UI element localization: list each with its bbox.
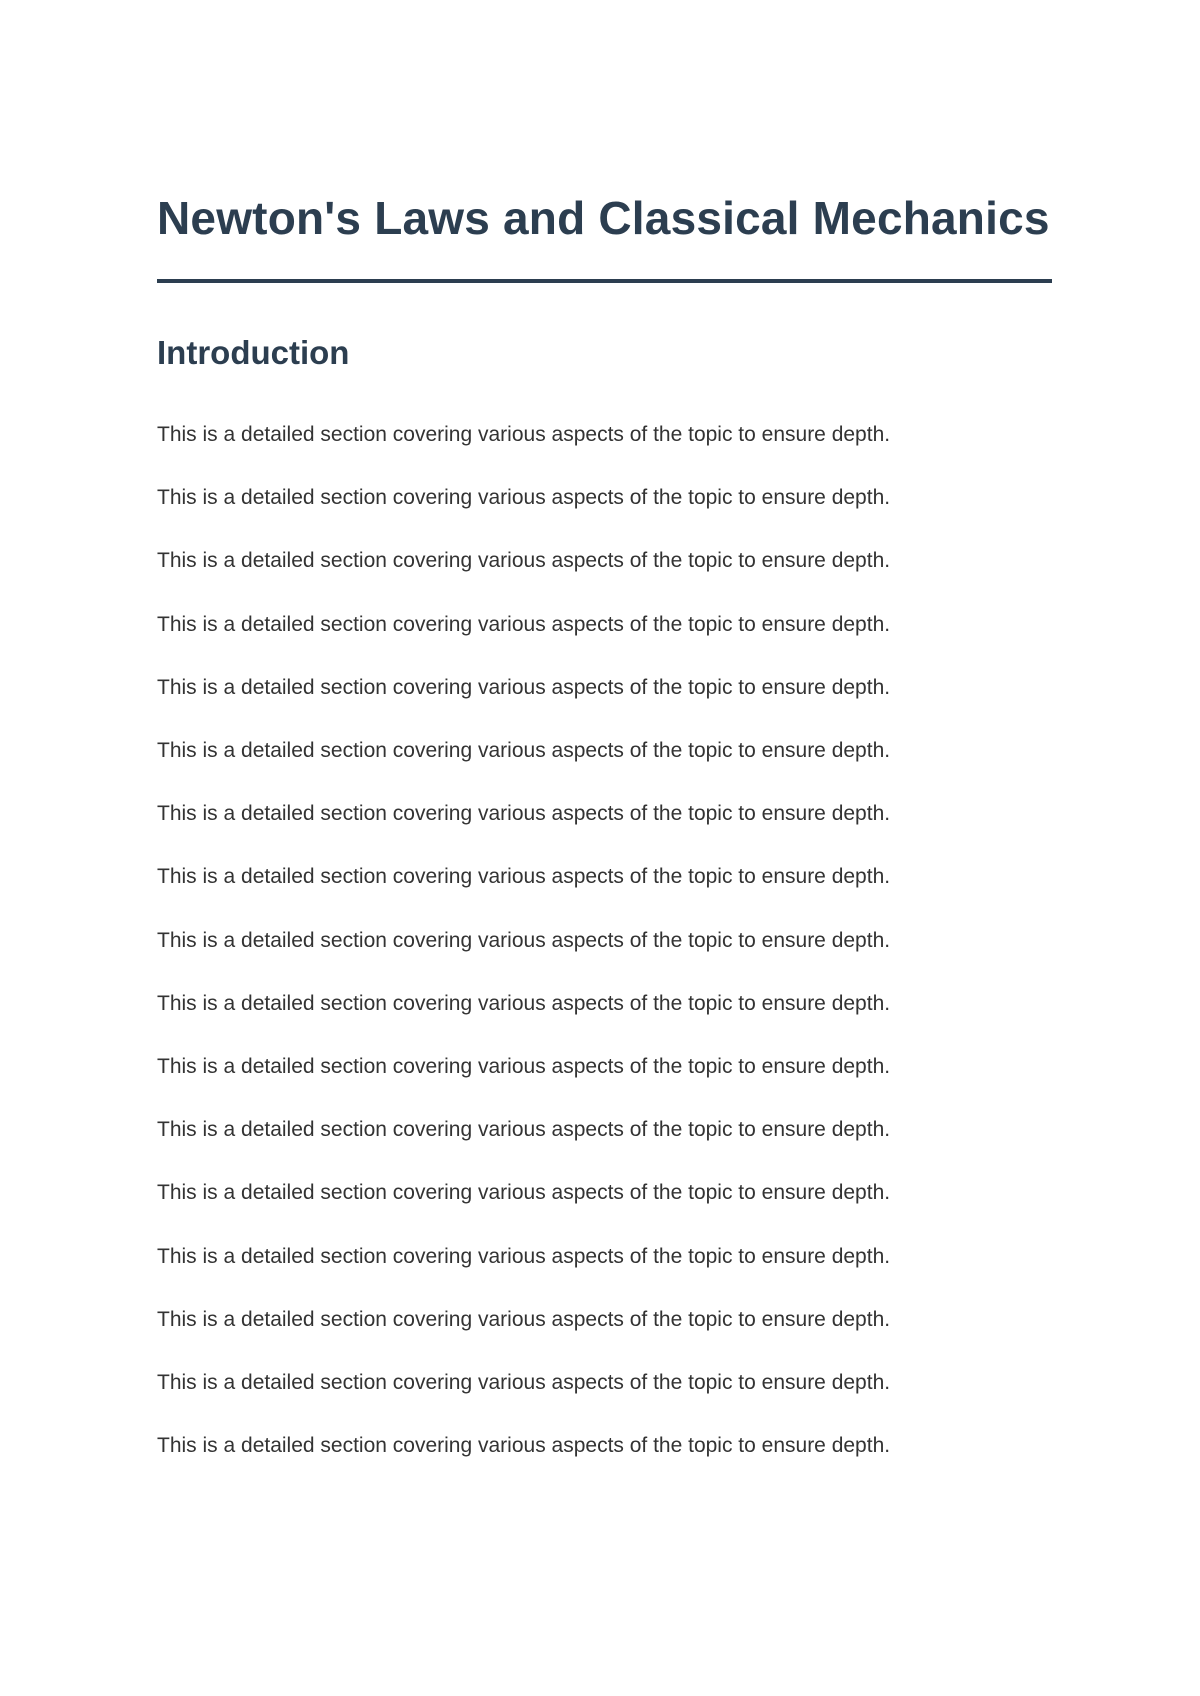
- paragraph: This is a detailed section covering various aspects of the topic to ensure depth.: [157, 739, 891, 763]
- paragraph: This is a detailed section covering various aspects of the topic to ensure depth.: [157, 1055, 891, 1079]
- paragraph: This is a detailed section covering various aspects of the topic to ensure depth.: [157, 423, 891, 446]
- paragraph: This is a detailed section covering various aspects of the topic to ensure depth.: [157, 802, 891, 826]
- paragraph: This is a detailed section covering various aspects of the topic to ensure depth.: [157, 928, 891, 952]
- paragraph: This is a detailed section covering various aspects of the topic to ensure depth.: [157, 991, 891, 1015]
- paragraph: This is a detailed section covering various aspects of the topic to ensure depth.: [157, 1371, 891, 1395]
- paragraph: This is a detailed section covering various aspects of the topic to ensure depth.: [157, 1434, 891, 1458]
- paragraph: This is a detailed section covering various aspects of the topic to ensure depth.: [157, 612, 891, 636]
- section-body: [157, 403, 1052, 1477]
- paragraph: This is a detailed section covering various aspects of the topic to ensure depth.: [157, 1118, 891, 1142]
- document-page: [157, 180, 1052, 1477]
- paragraph: This is a detailed section covering various aspects of the topic to ensure depth.: [157, 1307, 891, 1331]
- paragraph: This is a detailed section covering various aspects of the topic to ensure depth.: [157, 675, 891, 699]
- title-divider: [157, 279, 1052, 283]
- paragraph: This is a detailed section covering various aspects of the topic to ensure depth.: [157, 549, 891, 573]
- paragraph: This is a detailed section covering various aspects of the topic to ensure depth.: [157, 1244, 891, 1268]
- paragraph: This is a detailed section covering various aspects of the topic to ensure depth.: [157, 486, 891, 510]
- paragraph: This is a detailed section covering various aspects of the topic to ensure depth.: [157, 1181, 891, 1205]
- section-heading-introduction: Introduction: [157, 334, 350, 371]
- document-title: Newton's Laws and Classical Mechanics: [157, 192, 1050, 244]
- paragraph: This is a detailed section covering various aspects of the topic to ensure depth.: [157, 865, 891, 889]
